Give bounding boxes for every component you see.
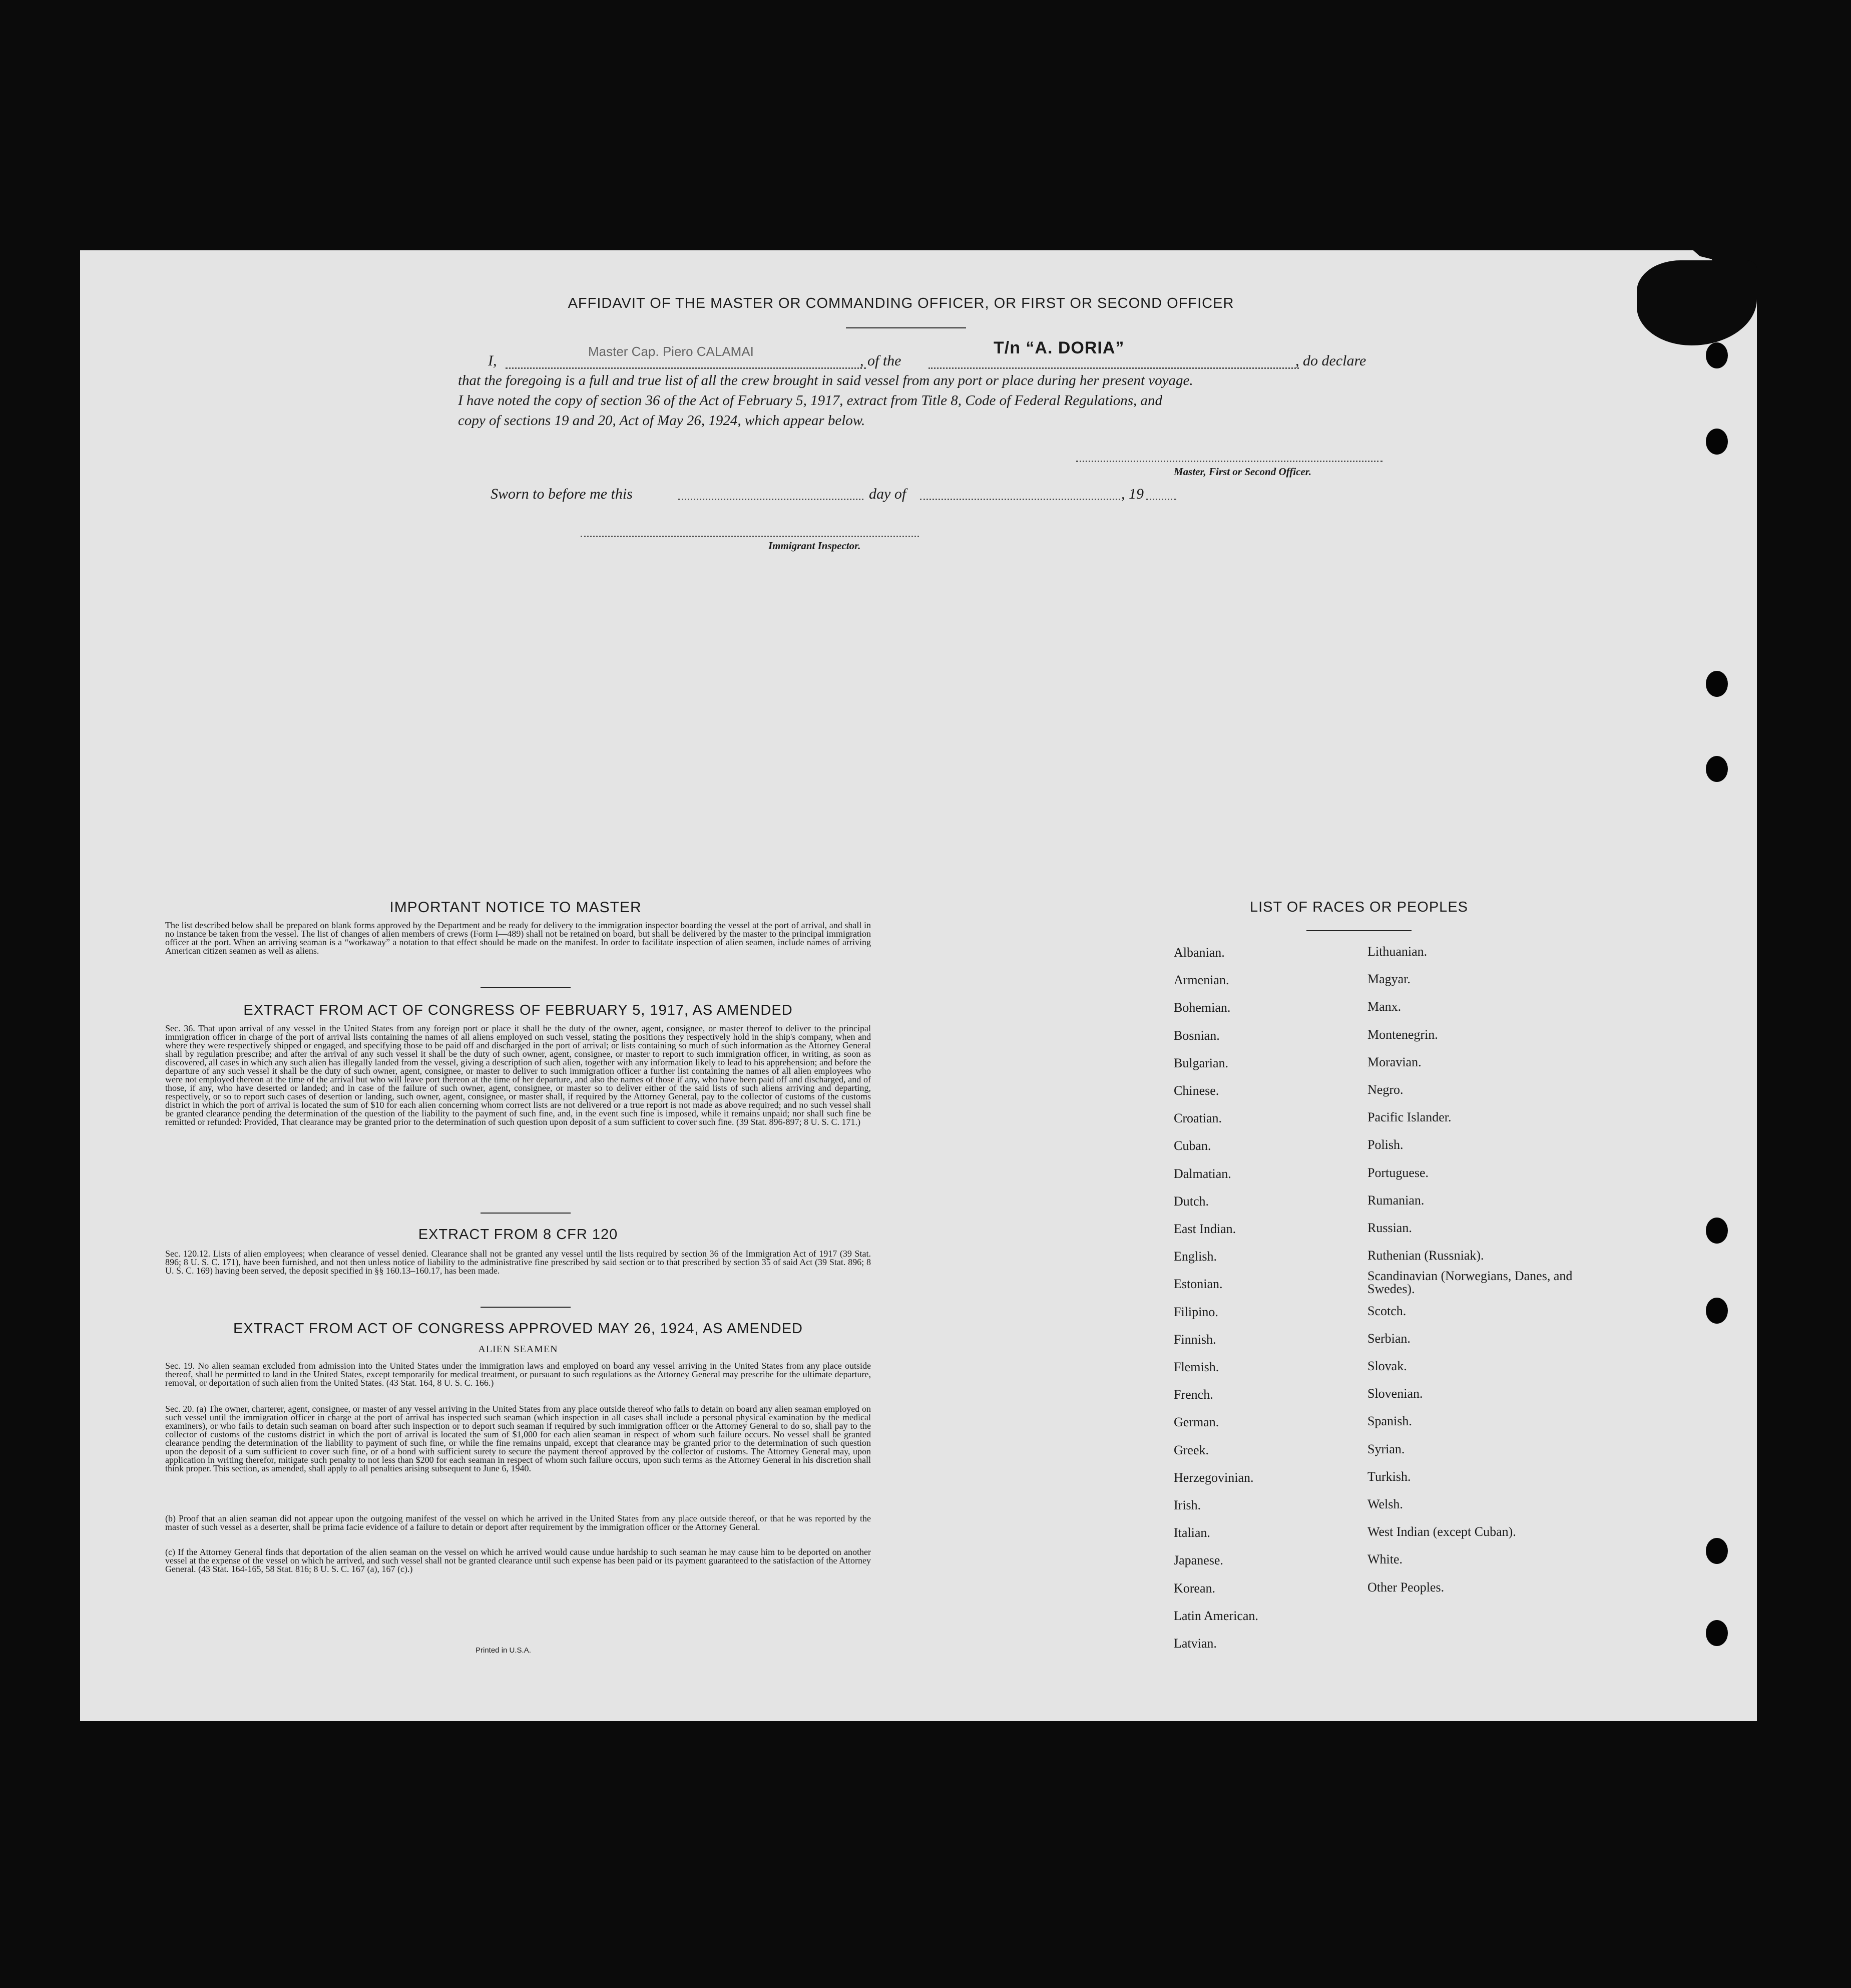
races-title: LIST OF RACES OR PEOPLES	[1249, 899, 1469, 915]
vessel-name-line	[929, 357, 1299, 369]
race-item: Latin American.	[1174, 1608, 1258, 1623]
race-item: Estonian.	[1174, 1277, 1223, 1292]
race-item: Polish.	[1367, 1137, 1404, 1152]
race-item: Ruthenian (Russniak).	[1367, 1248, 1484, 1263]
race-item: Scotch.	[1367, 1303, 1407, 1318]
race-item: Negro.	[1367, 1082, 1404, 1097]
punch-hole	[1706, 1298, 1728, 1324]
vessel-name-value: T/n “A. DORIA”	[994, 338, 1125, 357]
inspector-signature-label: Immigrant Inspector.	[768, 540, 861, 552]
race-item: Italian.	[1174, 1525, 1210, 1540]
extract-cfr-title: EXTRACT FROM 8 CFR 120	[418, 1227, 618, 1243]
notice-text: The list described below shall be prepared on blank forms approved by the Department and be ready for delivery to the immigration inspector boarding the vessel at the port of arrival, and shall in no instance be taken from the vessel. The list of changes of alien members of crews (Form I—489) shall not be retained on board, but shall be delivered by the master to the principal immigration officer at the port. When an arriving seaman is a “workaway” a notation to that effect should be made on the manifest. In order to facilitate inspection of alien seamen, include names of arriving American citizen seamen as well as aliens.	[165, 920, 871, 956]
race-item: Pacific Islander.	[1367, 1110, 1452, 1125]
of-the-label: , of the	[860, 352, 901, 369]
divider	[481, 1213, 571, 1214]
race-item: Latvian.	[1174, 1636, 1217, 1651]
affidavit-line-2: that the foregoing is a full and true list of all the crew brought in said vessel from any port or place during her present voyage.	[458, 372, 1193, 388]
race-item: Cuban.	[1174, 1138, 1211, 1153]
race-item: Slovenian.	[1367, 1386, 1423, 1401]
race-item: Manx.	[1367, 999, 1402, 1014]
race-item: Turkish.	[1367, 1469, 1411, 1484]
printed-in-usa: Printed in U.S.A.	[476, 1646, 531, 1655]
race-item: Serbian.	[1367, 1331, 1411, 1346]
race-item: Japanese.	[1174, 1553, 1223, 1568]
extract-1924-subtitle: ALIEN SEAMEN	[478, 1344, 558, 1355]
race-item: Syrian.	[1367, 1441, 1405, 1456]
sec20c-text: (c) If the Attorney General finds that deportation of the alien seaman on the vessel on which he arrived would cause undue hardship to such seaman he may cause him to be deported on another vessel at the expense of the vessel on which he arrived, and such vessel shall not be granted clearance until such expense has been paid or its payment guaranteed to the satisfaction of the Attorney General. (43 Stat. 164-165, 58 Stat. 816; 8 U. S. C. 167 (a), 167 (c).)	[165, 1547, 871, 1574]
race-item: Rumanian.	[1367, 1192, 1425, 1208]
race-item: French.	[1174, 1387, 1213, 1402]
race-item: Chinese.	[1174, 1083, 1219, 1098]
race-item: Flemish.	[1174, 1360, 1219, 1374]
sworn-date-line	[678, 491, 863, 500]
punch-hole	[1706, 342, 1728, 368]
affidavit-line-3: I have noted the copy of section 36 of the Act of February 5, 1917, extract from Title 8, Code of Federal Regulations, and	[458, 392, 1163, 409]
race-item: Welsh.	[1367, 1497, 1403, 1511]
master-name-value: Master Cap. Piero CALAMAI	[588, 344, 754, 359]
sec20a-text: Sec. 20. (a) The owner, charterer, agent, consignee, or master of any vessel arriving in the United States from any place outside thereof who fails to detain on board any alien seaman employed on such vessel until the immigration officer in charge at the port of arrival has inspected such seaman (which inspection in all cases shall include a personal physical examination by the medical examiners), or who fails to detain such seaman on board after such inspection or to deport such seaman if required by such immigration officer or the Attorney General to do so, shall pay to the collector of customs of the customs district in which the port of arrival is located the sum of $1,000 for each alien seaman in respect of whom such failure occurs. No vessel shall be granted clearance pending the determination of the liability to payment of such fine, or while the fine remains unpaid, except that clearance may be granted prior to the determination of such question upon the deposit of a sum sufficient to cover such fine, or of a bond with sufficient surety to secure the payment thereof approved by the collector of customs. The Attorney General may, upon application in writing therefor, mitigate such penalty to not less than $200 for each seaman in respect of whom such failure occurs, upon such terms as the Attorney General in his discretion shall think proper. This section, as amended, shall apply to all penalties arising subsequent to June 6, 1940.	[165, 1404, 871, 1473]
do-declare-label: , do declare	[1295, 352, 1366, 369]
officer-signature-label: Master, First or Second Officer.	[1174, 466, 1311, 478]
extract-cfr-text: Sec. 120.12. Lists of alien employees; when clearance of vessel denied. Clearance shall not be granted any vessel until the lists required by section 36 of the Immigration Act of 1917 (39 Stat. 896; 8 U. S. C. 171), have been furnished, and not then unless notice of liability to the administrative fine prescribed by said section or to that prescribed by section 35 of said Act (39 Stat. 896; 8 U. S. C. 169) having been served, the deposit specified in §§ 160.13–160.17, has been made.	[165, 1249, 871, 1276]
race-item: Bosnian.	[1174, 1028, 1220, 1043]
race-item: Montenegrin.	[1367, 1027, 1438, 1042]
race-item: Herzegovinian.	[1174, 1470, 1254, 1485]
race-item: Armenian.	[1174, 973, 1229, 988]
sworn-month-line	[920, 491, 1120, 500]
race-item: Scandinavian (Norwegians, Danes, and Swedes).	[1367, 1269, 1573, 1297]
race-item: Croatian.	[1174, 1111, 1222, 1126]
race-item: Albanian.	[1174, 945, 1225, 960]
race-item: Dutch.	[1174, 1194, 1209, 1209]
race-item: Bulgarian.	[1174, 1055, 1229, 1070]
race-item: Bohemian.	[1174, 1000, 1231, 1015]
sworn-prefix: Sworn to before me this	[491, 486, 633, 502]
race-item: Portuguese.	[1367, 1165, 1429, 1180]
punch-hole	[1706, 756, 1728, 782]
race-item: Filipino.	[1174, 1304, 1218, 1319]
extract-1917-text: Sec. 36. That upon arrival of any vessel in the United States from any foreign port or place it shall be the duty of the owner, agent, consignee, or master thereof to deliver to the principal immigration officer in charge of the port of arrival lists containing the names of all aliens employed on such vessel, stating the positions they respectively hold in the ship's company, when and where they were respectively shipped or engaged, and specifying those to be paid off and discharged in the port of arrival; or lists containing so much of such information as the Attorney General shall by regulation prescribe; and after the arrival of any such vessel it shall be the duty of such owner, agent, consignee, or master to report to such immigration officer, in writing, as soon as discovered, all cases in which any such alien has illegally landed from the vessel, giving a description of such alien, together with any information likely to lead to his apprehension; and before the departure of any such vessel it shall be the duty of such owner, agent, consignee, or master to deliver to such immigration officer a further list containing the names of all alien employees who were not employed thereon at the time of the arrival but who will leave port thereon at the time of her departure, and also the names of those if any, who have been paid off and discharged, and of those, if any, who have deserted or landed; and in case of the failure of such owner, agent, consignee, or master so to deliver either of the said lists of such aliens arriving and departing, respectively, or so to report such cases of desertion or landing, such owner, agent, consignee, or master shall, if required by the Attorney General, pay to the collector of customs of the customs district in which the port of arrival is located the sum of $10 for each alien concerning whom correct lists are not delivered or a true report is not made as above required; and no such vessel shall be granted clearance pending the determination of the question of the liability to the payment of such fine, and, in the event such fine is imposed, while it remains unpaid; nor shall such fine be remitted or refunded: Provided, That clearance may be granted prior to the determination of such question upon deposit of a sum sufficient to cover such fine. (39 Stat. 896-897; 8 U. S. C. 171.)	[165, 1023, 871, 1127]
race-item: German.	[1174, 1415, 1219, 1430]
punch-hole	[1706, 1218, 1728, 1244]
race-item: Moravian.	[1367, 1054, 1422, 1069]
sworn-day-label: day of	[869, 486, 906, 502]
race-item: East Indian.	[1174, 1222, 1236, 1236]
divider	[481, 1307, 571, 1308]
race-item: Korean.	[1174, 1580, 1216, 1596]
punch-hole	[1706, 1620, 1728, 1646]
title-rule	[846, 327, 966, 328]
sec20b-text: (b) Proof that an alien seaman did not appear upon the outgoing manifest of the vessel on which he arrived in the United States from any place outside thereof, or that he was reported by the master of such vessel as a deserter, shall be prima facie evidence of a failure to detain or deport after requirement by the immigration officer or the Attorney General.	[165, 1513, 871, 1532]
punch-hole	[1706, 1538, 1728, 1564]
race-item: Irish.	[1174, 1498, 1201, 1512]
extract-1924-title: EXTRACT FROM ACT OF CONGRESS APPROVED MAY 26, 1924, AS AMENDED	[233, 1321, 803, 1337]
sec19-text: Sec. 19. No alien seaman excluded from admission into the United States under the immigration laws and employed on board any vessel arriving in the United States from any place outside thereof, shall be permitted to land in the United States, except temporarily for medical treatment, or pursuant to such regulations as the Attorney General may prescribe for the ultimate departure, removal, or deportation of such alien from the United States. (43 Stat. 164, 8 U. S. C. 166.)	[165, 1361, 871, 1388]
inspector-signature-line	[581, 531, 919, 537]
race-item: Russian.	[1367, 1221, 1412, 1235]
divider	[481, 987, 571, 988]
race-item: Magyar.	[1367, 972, 1411, 987]
notice-title: IMPORTANT NOTICE TO MASTER	[389, 899, 642, 916]
race-item: White.	[1367, 1552, 1403, 1567]
affidavit-title: AFFIDAVIT OF THE MASTER OR COMMANDING OFFICER, OR FIRST OR SECOND OFFICER	[568, 295, 1234, 311]
race-item: Spanish.	[1367, 1414, 1412, 1429]
race-item: Slovak.	[1367, 1359, 1407, 1373]
race-item: Other Peoples.	[1367, 1579, 1445, 1595]
punch-hole	[1706, 429, 1728, 455]
races-rule	[1306, 930, 1412, 931]
race-item: Greek.	[1174, 1442, 1209, 1457]
race-item: English.	[1174, 1249, 1217, 1264]
race-item: Lithuanian.	[1367, 944, 1428, 959]
extract-1917-title: EXTRACT FROM ACT OF CONGRESS OF FEBRUARY 5, 1917, AS AMENDED	[243, 1002, 793, 1018]
sworn-year-label: , 19	[1121, 486, 1144, 502]
sworn-year-line	[1146, 491, 1176, 500]
officer-signature-line	[1076, 456, 1382, 462]
declare-i: I,	[488, 352, 497, 369]
affidavit-line-4: copy of sections 19 and 20, Act of May 26, 1924, which appear below.	[458, 413, 865, 429]
race-item: Dalmatian.	[1174, 1166, 1231, 1181]
race-item: Finnish.	[1174, 1332, 1216, 1347]
race-item: West Indian (except Cuban).	[1367, 1524, 1516, 1539]
punch-hole	[1706, 671, 1728, 697]
